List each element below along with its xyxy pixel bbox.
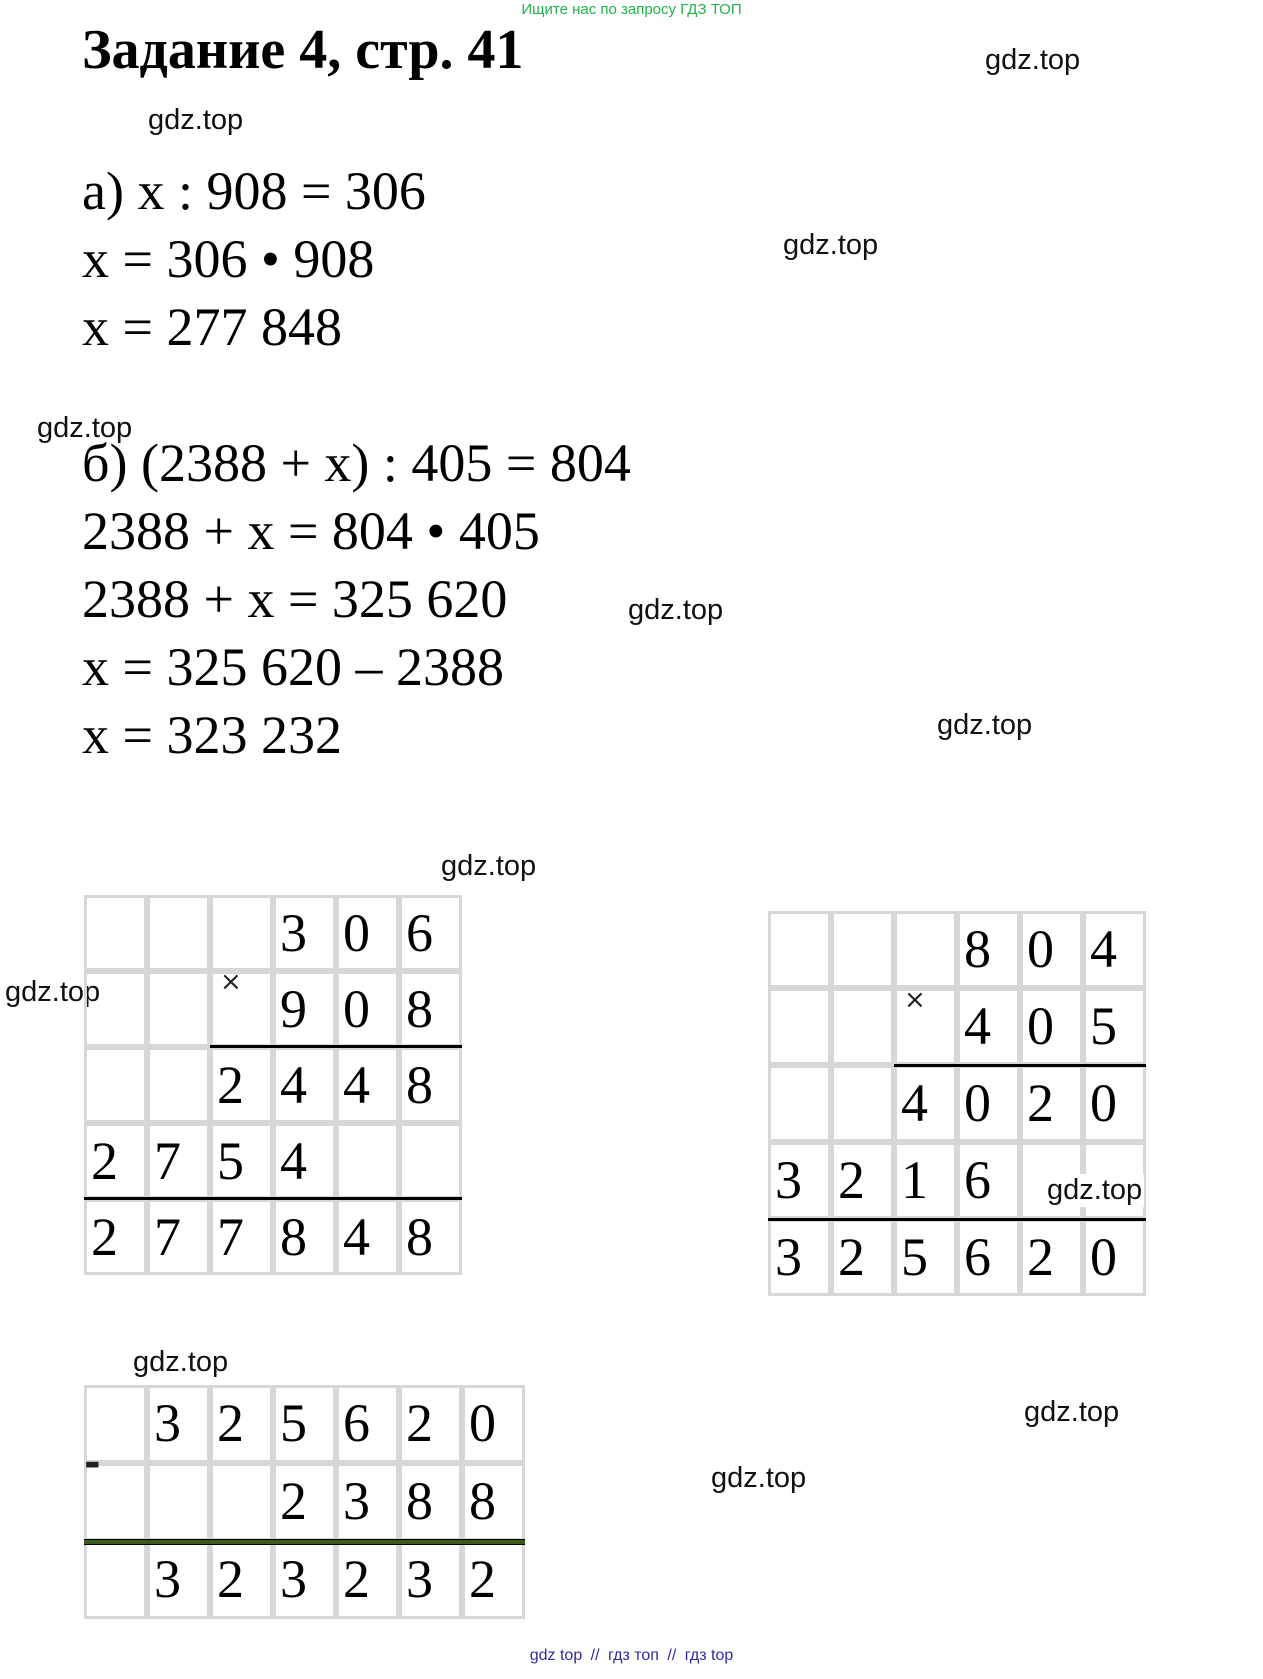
digit-cell: 9: [273, 971, 336, 1047]
digit-cell: 8: [273, 1199, 336, 1275]
watermark: gdz.top: [985, 44, 1081, 76]
footer-link[interactable]: гдз top: [684, 1647, 734, 1664]
digit-cell: 4: [273, 1047, 336, 1123]
digit-cell: 3: [273, 895, 336, 971]
digit-cell: 5: [1083, 988, 1146, 1065]
digit-cell: [84, 971, 147, 1047]
digit-cell: [768, 1065, 831, 1142]
digit-cell: 2: [336, 1541, 399, 1619]
divider-line: [768, 1218, 1146, 1221]
digit-cell: 0: [1083, 1065, 1146, 1142]
divider-line: [84, 1539, 525, 1545]
top-banner: Ищите нас по запросу ГДЗ ТОП: [521, 1, 742, 18]
digit-cell: 7: [147, 1123, 210, 1199]
footer-link[interactable]: гдз топ: [608, 1647, 659, 1664]
watermark: gdz.top: [148, 104, 244, 136]
digit-cell: 2: [210, 1541, 273, 1619]
digit-cell: 5: [210, 1123, 273, 1199]
digit-cell: 2: [210, 1385, 273, 1463]
footer-separator: //: [667, 1647, 677, 1664]
digit-cell: 0: [462, 1385, 525, 1463]
minus-sign: -: [84, 1440, 101, 1486]
digit-cell: 0: [336, 895, 399, 971]
digit-cell: 7: [147, 1199, 210, 1275]
digit-cell: 8: [462, 1463, 525, 1541]
digit-cell: 8: [399, 1199, 462, 1275]
digit-cell: [84, 895, 147, 971]
digit-cell: 3: [147, 1385, 210, 1463]
digit-cell: [210, 1463, 273, 1541]
digit-cell: 4: [336, 1199, 399, 1275]
digit-cell: [831, 988, 894, 1065]
digit-cell: 0: [1020, 911, 1083, 988]
digit-cell: 8: [399, 1047, 462, 1123]
digit-cell: 2: [1020, 1065, 1083, 1142]
digit-cell: 4: [336, 1047, 399, 1123]
watermark: gdz.top: [441, 850, 537, 882]
digit-cell: 0: [336, 971, 399, 1047]
digit-cell: [84, 1047, 147, 1123]
equation-line: 2388 + x = 325 620: [82, 569, 508, 629]
equation-line: x = 325 620 – 2388: [82, 637, 504, 697]
page-title: Задание 4, стр. 41: [82, 19, 524, 81]
watermark: gdz.top: [133, 1346, 229, 1378]
digit-cell: [147, 971, 210, 1047]
digit-cell: [768, 988, 831, 1065]
digit-cell: [84, 1541, 147, 1619]
digit-cell: 2: [399, 1385, 462, 1463]
watermark: gdz.top: [628, 594, 724, 626]
equation-line: а) x : 908 = 306: [82, 161, 426, 221]
digit-cell: 2: [84, 1123, 147, 1199]
digit-cell: 2: [831, 1142, 894, 1219]
digit-cell: 8: [399, 971, 462, 1047]
watermark: gdz.top: [937, 709, 1033, 741]
digit-cell: 6: [957, 1142, 1020, 1219]
digit-cell: 3: [273, 1541, 336, 1619]
digit-cell: 6: [957, 1219, 1020, 1296]
digit-cell: [399, 1123, 462, 1199]
digit-cell: [831, 911, 894, 988]
digit-cell: 4: [957, 988, 1020, 1065]
digit-cell: 4: [273, 1123, 336, 1199]
equation-line: б) (2388 + x) : 405 = 804: [82, 433, 631, 493]
digit-cell: 5: [273, 1385, 336, 1463]
equation-line: x = 306 • 908: [82, 229, 375, 289]
digit-cell: 5: [894, 1219, 957, 1296]
watermark: gdz.top: [711, 1462, 807, 1494]
digit-cell: 0: [1083, 1219, 1146, 1296]
digit-cell: [147, 1463, 210, 1541]
digit-cell: 2: [462, 1541, 525, 1619]
digit-cell: 3: [147, 1541, 210, 1619]
digit-cell: 1: [894, 1142, 957, 1219]
watermark: gdz.top: [37, 412, 133, 444]
digit-cell: [210, 895, 273, 971]
digit-cell: [147, 895, 210, 971]
digit-cell: [336, 1123, 399, 1199]
equation-line: 2388 + x = 804 • 405: [82, 501, 540, 561]
divider-line: [894, 1064, 1146, 1067]
digit-cell: 3: [768, 1219, 831, 1296]
multiply-sign: ×: [904, 985, 926, 1015]
digit-cell: 6: [336, 1385, 399, 1463]
digit-cell: 2: [273, 1463, 336, 1541]
watermark: gdz.top: [1024, 1396, 1120, 1428]
footer-separator: //: [590, 1647, 600, 1664]
digit-cell: [147, 1047, 210, 1123]
equation-line: x = 323 232: [82, 705, 342, 765]
footer-link[interactable]: gdz top: [529, 1647, 583, 1664]
multiply-sign: ×: [220, 967, 242, 997]
digit-cell: 2: [210, 1047, 273, 1123]
digit-cell: 4: [894, 1065, 957, 1142]
footer-links: [0, 1647, 1263, 1665]
digit-cell: [768, 911, 831, 988]
watermark: gdz.top: [5, 976, 101, 1008]
digit-cell: 2: [831, 1219, 894, 1296]
digit-cell: 6: [399, 895, 462, 971]
digit-cell: 0: [1020, 988, 1083, 1065]
digit-cell: 0: [957, 1065, 1020, 1142]
digit-cell: 2: [84, 1199, 147, 1275]
digit-cell: 4: [1083, 911, 1146, 988]
digit-cell: 2: [1020, 1219, 1083, 1296]
digit-cell: 7: [210, 1199, 273, 1275]
digit-cell: [831, 1065, 894, 1142]
digit-cell: 8: [399, 1463, 462, 1541]
equation-line: x = 277 848: [82, 297, 342, 357]
digit-cell: 3: [336, 1463, 399, 1541]
watermark: gdz.top: [783, 229, 879, 261]
digit-cell: 3: [768, 1142, 831, 1219]
digit-cell: 8: [957, 911, 1020, 988]
watermark: gdz.top: [1047, 1174, 1143, 1206]
divider-line: [210, 1045, 462, 1048]
digit-cell: 3: [399, 1541, 462, 1619]
digit-cell: [894, 911, 957, 988]
divider-line: [84, 1197, 462, 1200]
